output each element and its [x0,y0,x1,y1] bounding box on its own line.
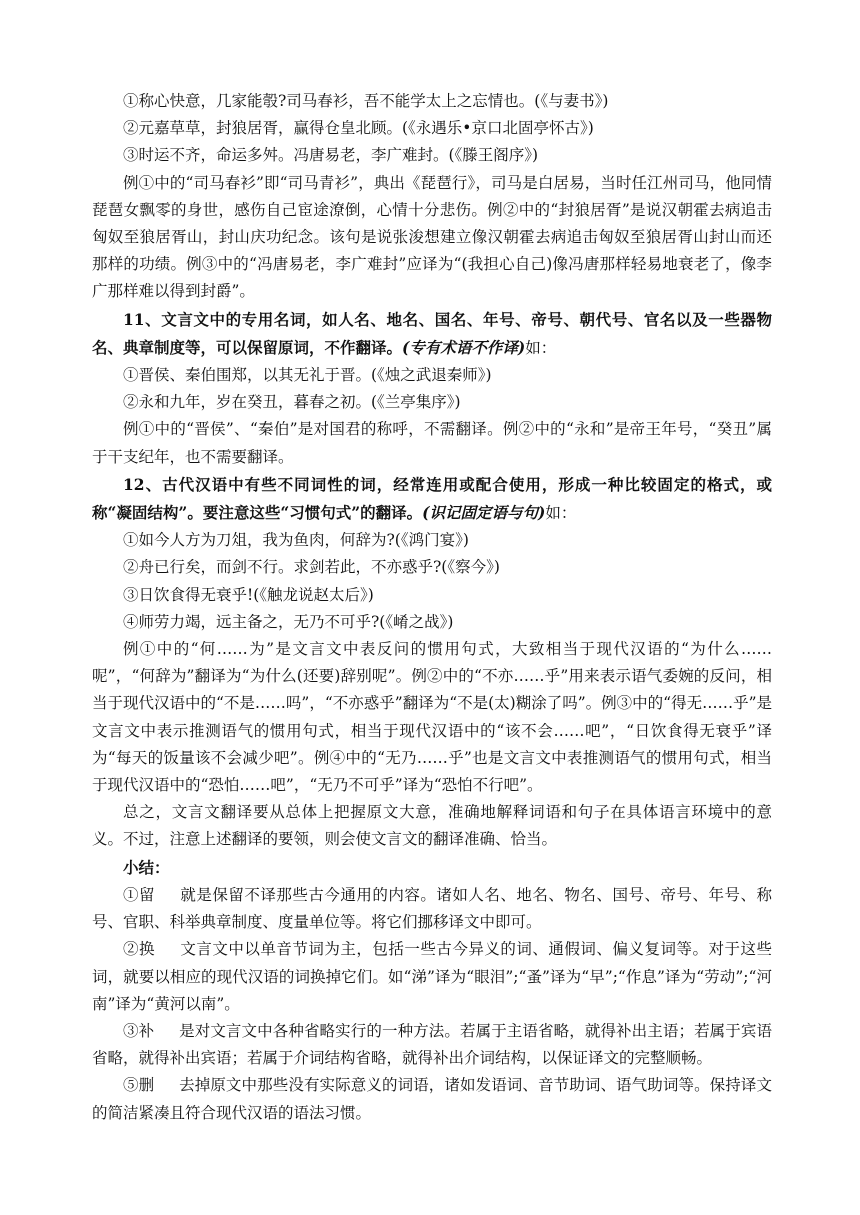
summary-text: 文言文中以单音节词为主，包括一些古今异义的词、通假词、偏义复词等。对于这些词，就要以相应的现代汉语的词换掉它们。如“涕”译为“眼泪”;“蚤”译为“早”;“作息”译为“劳动”;“河南”译为“黄河以南”。 [92,940,772,1013]
summary-label: ⑤删 [123,1076,155,1095]
rule-11-heading [92,306,772,362]
summary-item-replace [92,936,772,1018]
summary-text: 是对文言文中各种省略实行的一种方法。若属于主语省略，就得补出主语；若属于宾语省略，就得补出宾语；若属于介词结构省略，就得补出介词结构，以保证译文的完整顺畅。 [92,1021,772,1068]
quote-4: ①晋侯、秦伯围郑，以其无礼于晋。(《烛之武退秦师》) [123,366,492,385]
rule-12-heading [92,471,772,527]
summary-title-text: 小结： [123,857,170,877]
summary-item-supplement [92,1018,772,1072]
conclusion-paragraph: 总之，文言文翻译要从总体上把握原文大意，准确地解释词语和句子在具体语言环境中的意义。不过，注意上述翻译的要领，则会使文言文的翻译准确、恰当。 [92,803,772,849]
summary-item-keep [92,882,772,936]
rule-11-tail: 如： [525,338,557,357]
explanation-paragraph: 例①中的“晋侯”、“秦伯”是对国君的称呼，不需翻译。例②中的“永和”是帝王年号，“癸丑”属于干支纪年，也不需要翻译。 [92,420,772,466]
rule-11-bold: 11、文言文中的专用名词，如人名、地名、国名、年号、帝号、朝代号、官名以及一些器物名、典章制度等，可以保留原词，不作翻译。 [92,309,772,357]
rule-12-bold: 12、古代汉语中有些不同词性的词，经常连用或配合使用，形成一种比较固定的格式，或称“凝固结构”。要注意这些“习惯句式”的翻译。 [92,474,772,523]
rule-11-note: (专有术语不作译) [402,337,526,357]
quote-1: ①称心快意，几家能彀?司马春衫，吾不能学太上之忘情也。(《与妻书》) [123,92,609,110]
summary-title [92,854,772,882]
quote-6: ①如今人方为刀俎，我为鱼肉，何辞为?(《鸿门宴》) [123,531,469,550]
quote-5: ②永和九年，岁在癸丑，暮春之初。(《兰亭集序》) [123,393,461,412]
rule-12-tail: 如： [545,504,577,523]
summary-label: ①留 [123,885,156,904]
rule-12-note: (识记固定语与句) [422,503,546,523]
summary-label: ③补 [123,1021,155,1040]
document-page [92,88,772,1127]
quote-2: ②元嘉草草，封狼居胥，赢得仓皇北顾。(《永遇乐•京口北固亭怀古》) [123,119,594,138]
explanation-paragraph: 例①中的“何……为”是文言文中表反问的惯用句式，大致相当于现代汉语的“为什么……呢”，“何辞为”翻译为“为什么(还要)辞别呢”。例②中的“不亦……乎”用来表示语气委婉的反问，相当于现代汉语中的“不是……吗”，“不亦惑乎”翻译为“不是(太)糊涂了吗”。例③中的“得无……乎”是文言文中表示推测语气的惯用句式，相当于现代汉语中的“该不会……吧”，“日饮食得无衰乎”译为“每天的饭量该不会减少吧”。例④中的“无乃……乎”也是文言文中表推测语气的惯用句式，相当于现代汉语中的“恐怕……吧”，“无乃不可乎”译为“恐怕不行吧”。 [92,640,772,795]
quote-7: ②舟已行矣，而剑不行。求剑若此，不亦惑乎?(《察今》) [123,558,500,577]
summary-item-delete [92,1072,772,1126]
explanation-paragraph: 例①中的“司马春衫”即“司马青衫”，典出《琵琶行》，司马是白居易，当时任江州司马，他同情琵琶女飘零的身世，感伤自己宦途潦倒，心情十分悲伤。例②中的“封狼居胥”是说汉朝霍去病追击匈奴至狼居胥山，封山庆功纪念。该句是说张浚想建立像汉朝霍去病追击匈奴至狼居胥山封山而还那样的功绩。例③中的“冯唐易老，李广难封”应译为“(我担心自己)像冯唐那样轻易地衰老了，像李广那样难以得到封爵”。 [92,173,772,301]
summary-text: 去掉原文中那些没有实际意义的词语，诸如发语词、音节助词、语气助词等。保持译文的简洁紧凑且符合现代汉语的语法习惯。 [92,1076,772,1122]
quote-3: ③时运不齐，命运多舛。冯唐易老，李广难封。(《滕王阁序》) [123,146,539,165]
summary-label: ②换 [123,940,156,959]
quote-8: ③日饮食得无衰乎!(《触龙说赵太后》) [123,585,374,604]
quote-9: ④师劳力竭，远主备之，无乃不可乎?(《崤之战》) [123,612,454,631]
summary-text: 就是保留不译那些古今通用的内容。诸如人名、地名、物名、国号、帝号、年号、称号、官职、科举典章制度、度量单位等。将它们挪移译文中即可。 [92,885,772,932]
